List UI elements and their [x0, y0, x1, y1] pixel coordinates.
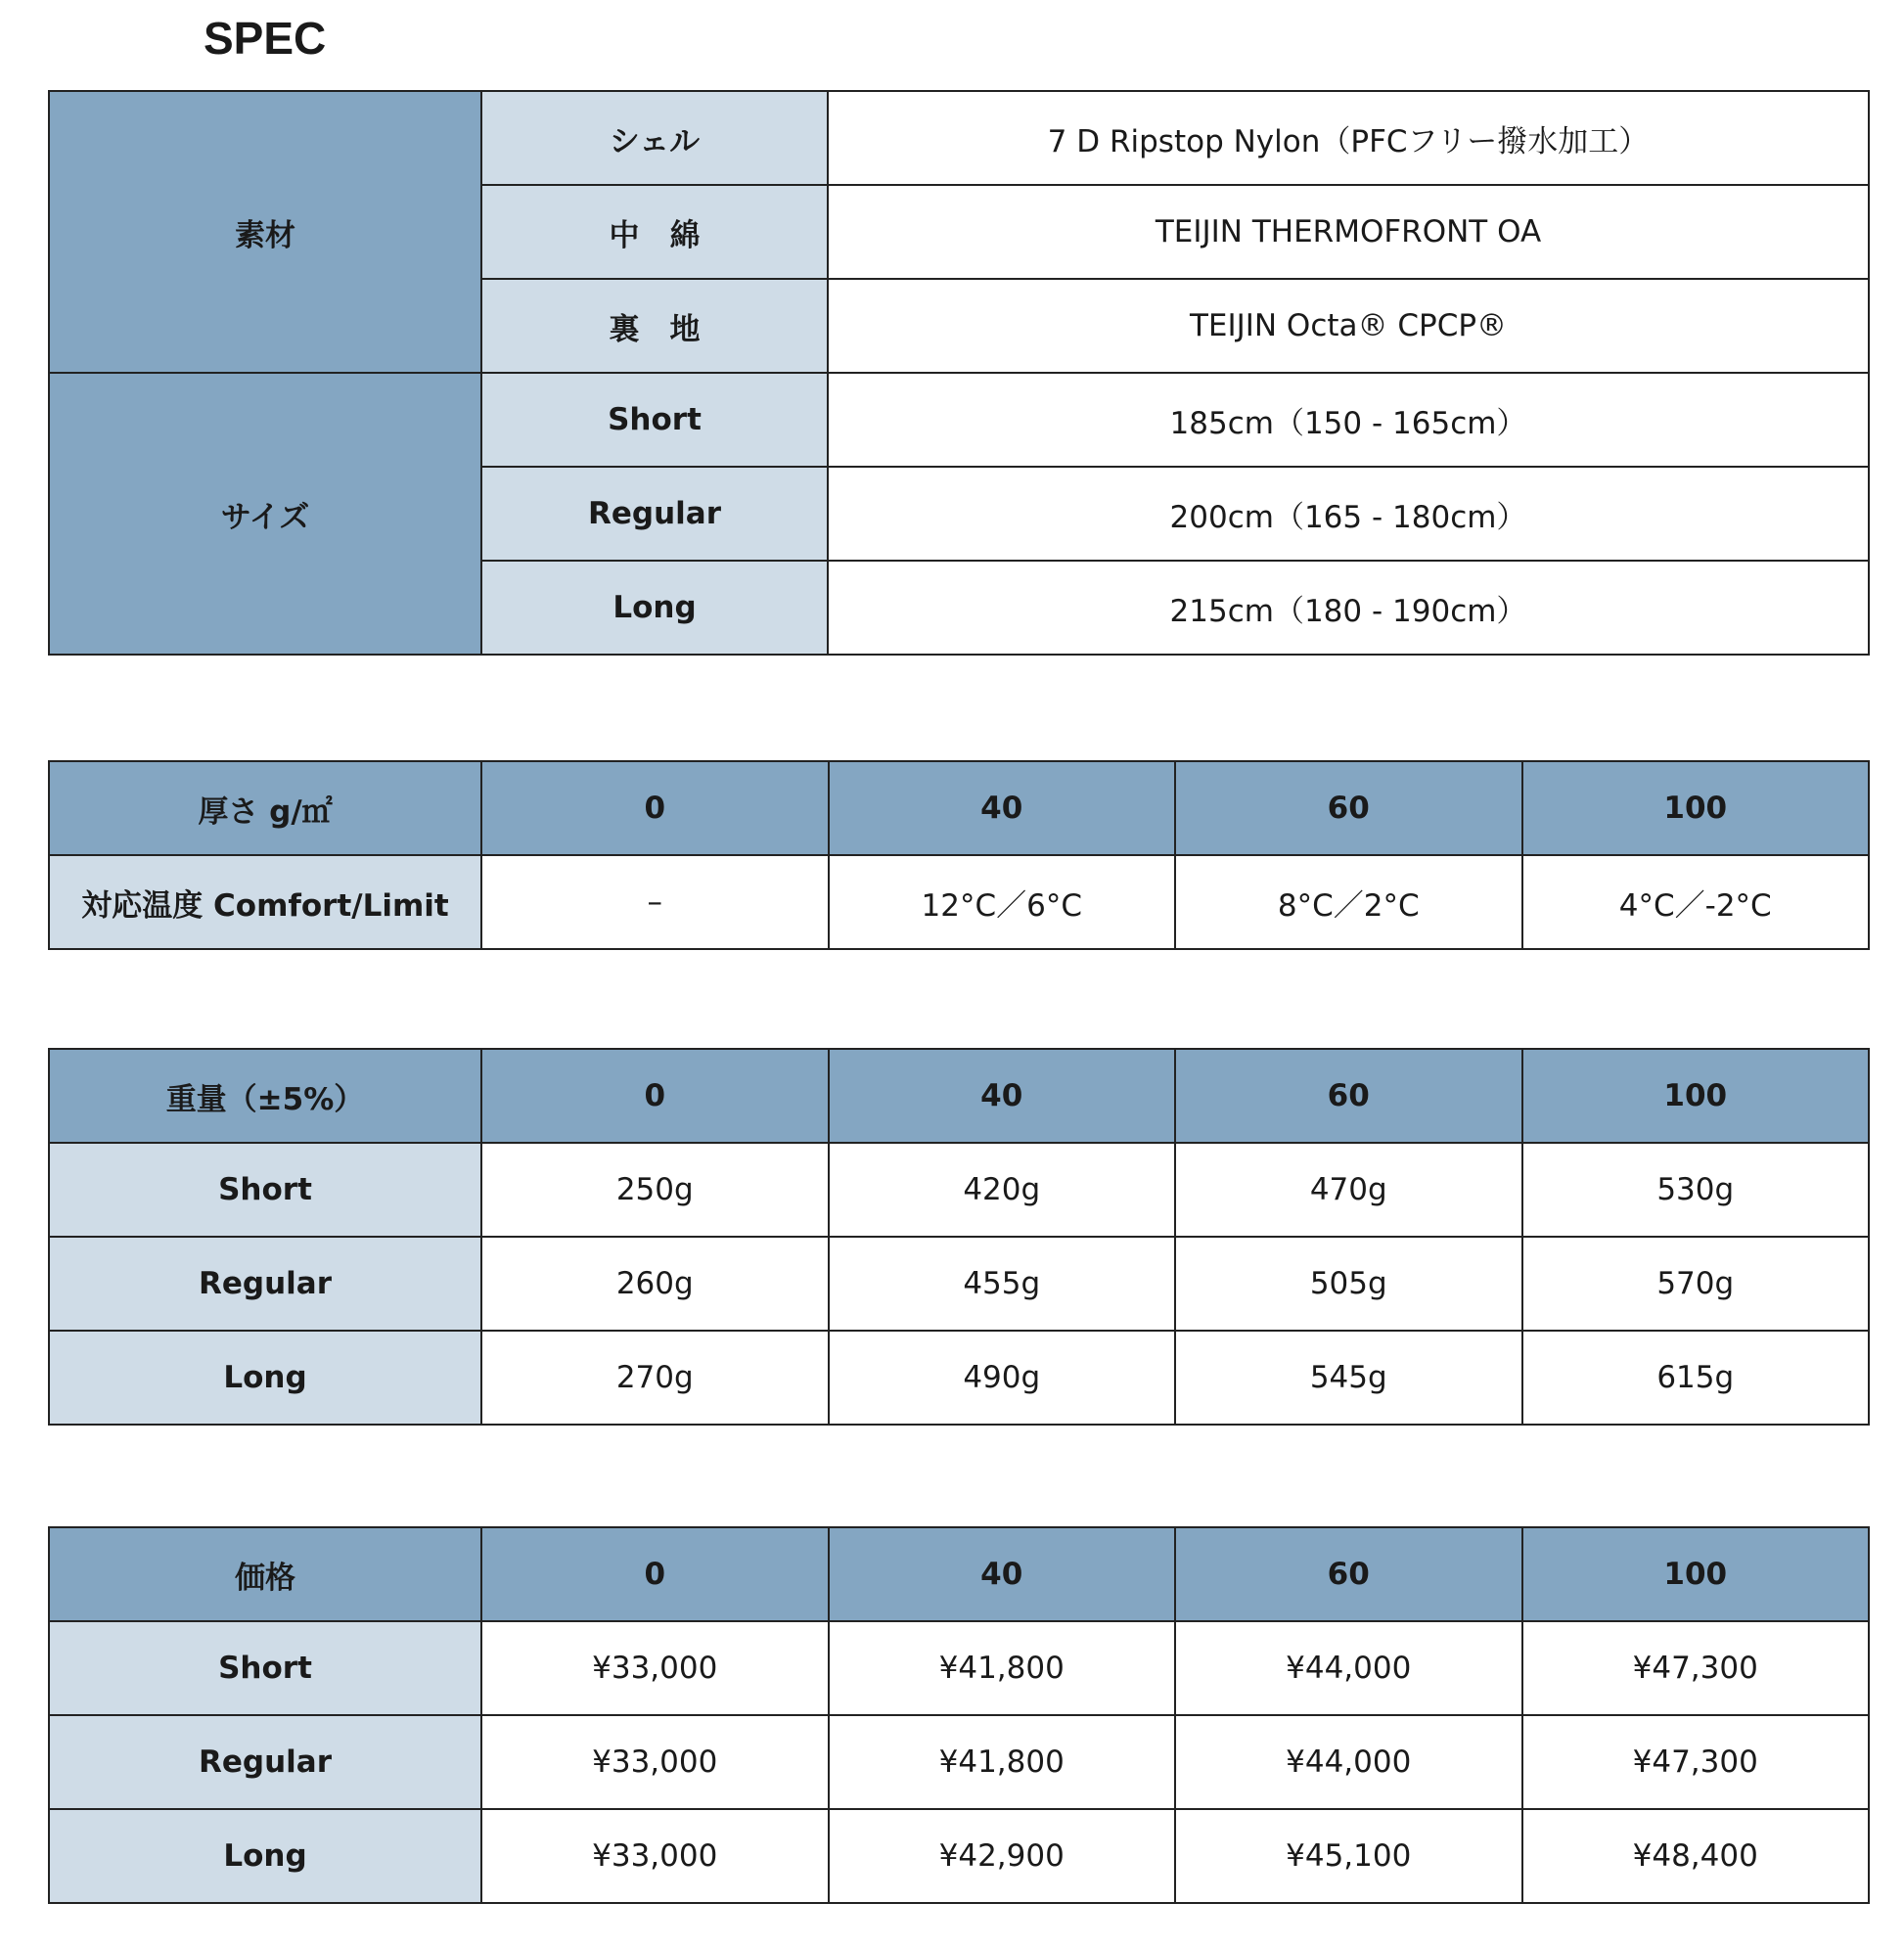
cell-value: ¥42,900: [829, 1809, 1176, 1903]
row-label: Long: [49, 1331, 481, 1425]
cell-value: 8°C／2°C: [1175, 855, 1522, 949]
cell-value: 615g: [1522, 1331, 1870, 1425]
cell-value: TEIJIN Octa® CPCP®: [828, 279, 1869, 373]
cell-value: 530g: [1522, 1143, 1870, 1237]
column-header: 100: [1522, 1049, 1870, 1143]
materials-group-label: 素材: [49, 91, 481, 373]
weight-table: [48, 1048, 1870, 1426]
column-header: 60: [1175, 1527, 1522, 1621]
sizes-group-label: サイズ: [49, 373, 481, 655]
cell-value: 7 D Ripstop Nylon（PFCフリー撥水加工）: [828, 91, 1869, 185]
column-header: 価格: [49, 1527, 481, 1621]
materials-size-table: [48, 90, 1870, 656]
column-header: 厚さ g/㎡: [49, 761, 481, 855]
cell-value: 545g: [1175, 1331, 1522, 1425]
table-header-row: [49, 1527, 1869, 1621]
cell-value: 490g: [829, 1331, 1176, 1425]
cell-value: 215cm（180 - 190cm）: [828, 561, 1869, 655]
cell-value: 200cm（165 - 180cm）: [828, 467, 1869, 561]
column-header: 100: [1522, 1527, 1870, 1621]
cell-value: 470g: [1175, 1143, 1522, 1237]
table-row: [49, 855, 1869, 949]
cell-value: 260g: [481, 1237, 829, 1331]
column-header: 60: [1175, 1049, 1522, 1143]
column-header: 0: [481, 761, 829, 855]
cell-value: 420g: [829, 1143, 1176, 1237]
page-title: SPEC: [204, 13, 327, 64]
table-row: [49, 1237, 1869, 1331]
column-header: 40: [829, 761, 1176, 855]
cell-value: ¥45,100: [1175, 1809, 1522, 1903]
cell-value: 455g: [829, 1237, 1176, 1331]
cell-value: 250g: [481, 1143, 829, 1237]
cell-value: ¥47,300: [1522, 1715, 1870, 1809]
column-header: 100: [1522, 761, 1870, 855]
table-row: [49, 373, 1869, 467]
cell-value: ¥44,000: [1175, 1715, 1522, 1809]
table-row: [49, 1809, 1869, 1903]
table-row: [49, 1143, 1869, 1237]
column-header: 0: [481, 1527, 829, 1621]
cell-value: ¥33,000: [481, 1621, 829, 1715]
table-row: [49, 1715, 1869, 1809]
cell-value: 270g: [481, 1331, 829, 1425]
table-header-row: [49, 761, 1869, 855]
price-table: [48, 1526, 1870, 1904]
column-header: 重量（±5%）: [49, 1049, 481, 1143]
table-header-row: [49, 1049, 1869, 1143]
cell-value: 505g: [1175, 1237, 1522, 1331]
column-header: 40: [829, 1049, 1176, 1143]
row-label: Long: [481, 561, 828, 655]
table-row: [49, 91, 1869, 185]
row-label: 中 綿: [481, 185, 828, 279]
cell-value: 4°C／-2°C: [1522, 855, 1870, 949]
table-row: [49, 1621, 1869, 1715]
cell-value: 12°C／6°C: [829, 855, 1176, 949]
cell-value: TEIJIN THERMOFRONT OA: [828, 185, 1869, 279]
table-row: [49, 1331, 1869, 1425]
cell-value: 185cm（150 - 165cm）: [828, 373, 1869, 467]
column-header: 0: [481, 1049, 829, 1143]
cell-value: ¥33,000: [481, 1809, 829, 1903]
row-label: 裏 地: [481, 279, 828, 373]
cell-value: ¥41,800: [829, 1621, 1176, 1715]
column-header: 60: [1175, 761, 1522, 855]
row-label: Short: [481, 373, 828, 467]
row-label: Short: [49, 1621, 481, 1715]
cell-value: –: [481, 855, 829, 949]
cell-value: ¥48,400: [1522, 1809, 1870, 1903]
row-label: シェル: [481, 91, 828, 185]
row-label: Long: [49, 1809, 481, 1903]
row-label: Regular: [49, 1715, 481, 1809]
row-label: Short: [49, 1143, 481, 1237]
cell-value: ¥41,800: [829, 1715, 1176, 1809]
cell-value: ¥33,000: [481, 1715, 829, 1809]
cell-value: ¥44,000: [1175, 1621, 1522, 1715]
row-label: Regular: [49, 1237, 481, 1331]
cell-value: 570g: [1522, 1237, 1870, 1331]
cell-value: ¥47,300: [1522, 1621, 1870, 1715]
thickness-table: [48, 760, 1870, 950]
row-label: Regular: [481, 467, 828, 561]
column-header: 40: [829, 1527, 1176, 1621]
row-label: 対応温度 Comfort/Limit: [49, 855, 481, 949]
